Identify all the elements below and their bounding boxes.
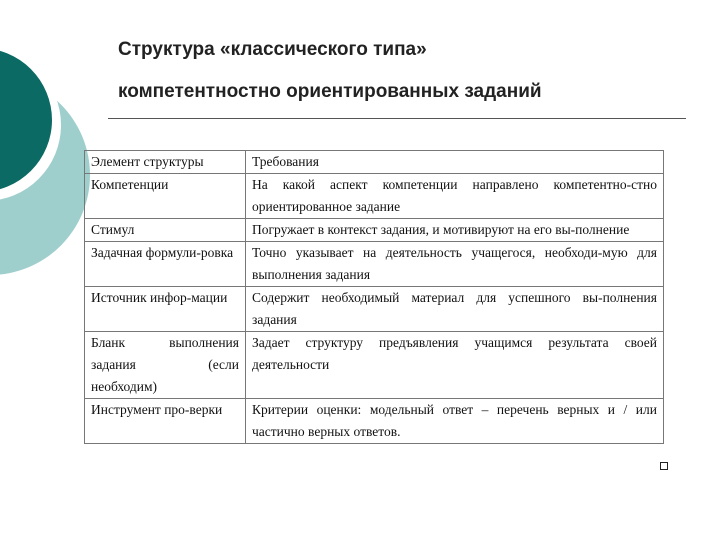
table-row (85, 219, 664, 242)
table-row (85, 287, 664, 332)
title-line-1: Структура «классического типа» (118, 39, 427, 60)
requirement-cell: На какой аспект компетенции направлено компетентно-стно ориентированное задание (246, 174, 664, 219)
element-cell: Источник инфор-мации (85, 287, 246, 332)
slide-title (118, 36, 698, 120)
requirement-cell: Критерии оценки: модельный ответ – перечень верных и / или частично верных ответов. (246, 399, 664, 444)
table-row (85, 151, 664, 174)
requirement-cell: Содержит необходимый материал для успешного вы-полнения задания (246, 287, 664, 332)
element-cell: Задачная формули-ровка (85, 242, 246, 287)
requirement-cell: Погружает в контекст задания, и мотивируют на его вы-полнение (246, 219, 664, 242)
structure-table (84, 150, 664, 444)
element-cell: Инструмент про-верки (85, 399, 246, 444)
table-row (85, 242, 664, 287)
requirement-cell: Задает структуру предъявления учащимся результата своей деятельности (246, 332, 664, 399)
title-underline (108, 118, 686, 119)
requirement-cell: Требования (246, 151, 664, 174)
table-row (85, 174, 664, 219)
element-cell: Стимул (85, 219, 246, 242)
table-row (85, 332, 664, 399)
element-cell: Бланк выполнения задания (если необходим) (85, 332, 246, 399)
element-cell: Компетенции (85, 174, 246, 219)
table-row (85, 399, 664, 444)
small-square-bullet (660, 462, 668, 470)
title-line-2: компетентностно ориентированных заданий (118, 81, 542, 102)
requirement-cell: Точно указывает на деятельность учащегося, необходи-мую для выполнения задания (246, 242, 664, 287)
element-cell: Элемент структуры (85, 151, 246, 174)
